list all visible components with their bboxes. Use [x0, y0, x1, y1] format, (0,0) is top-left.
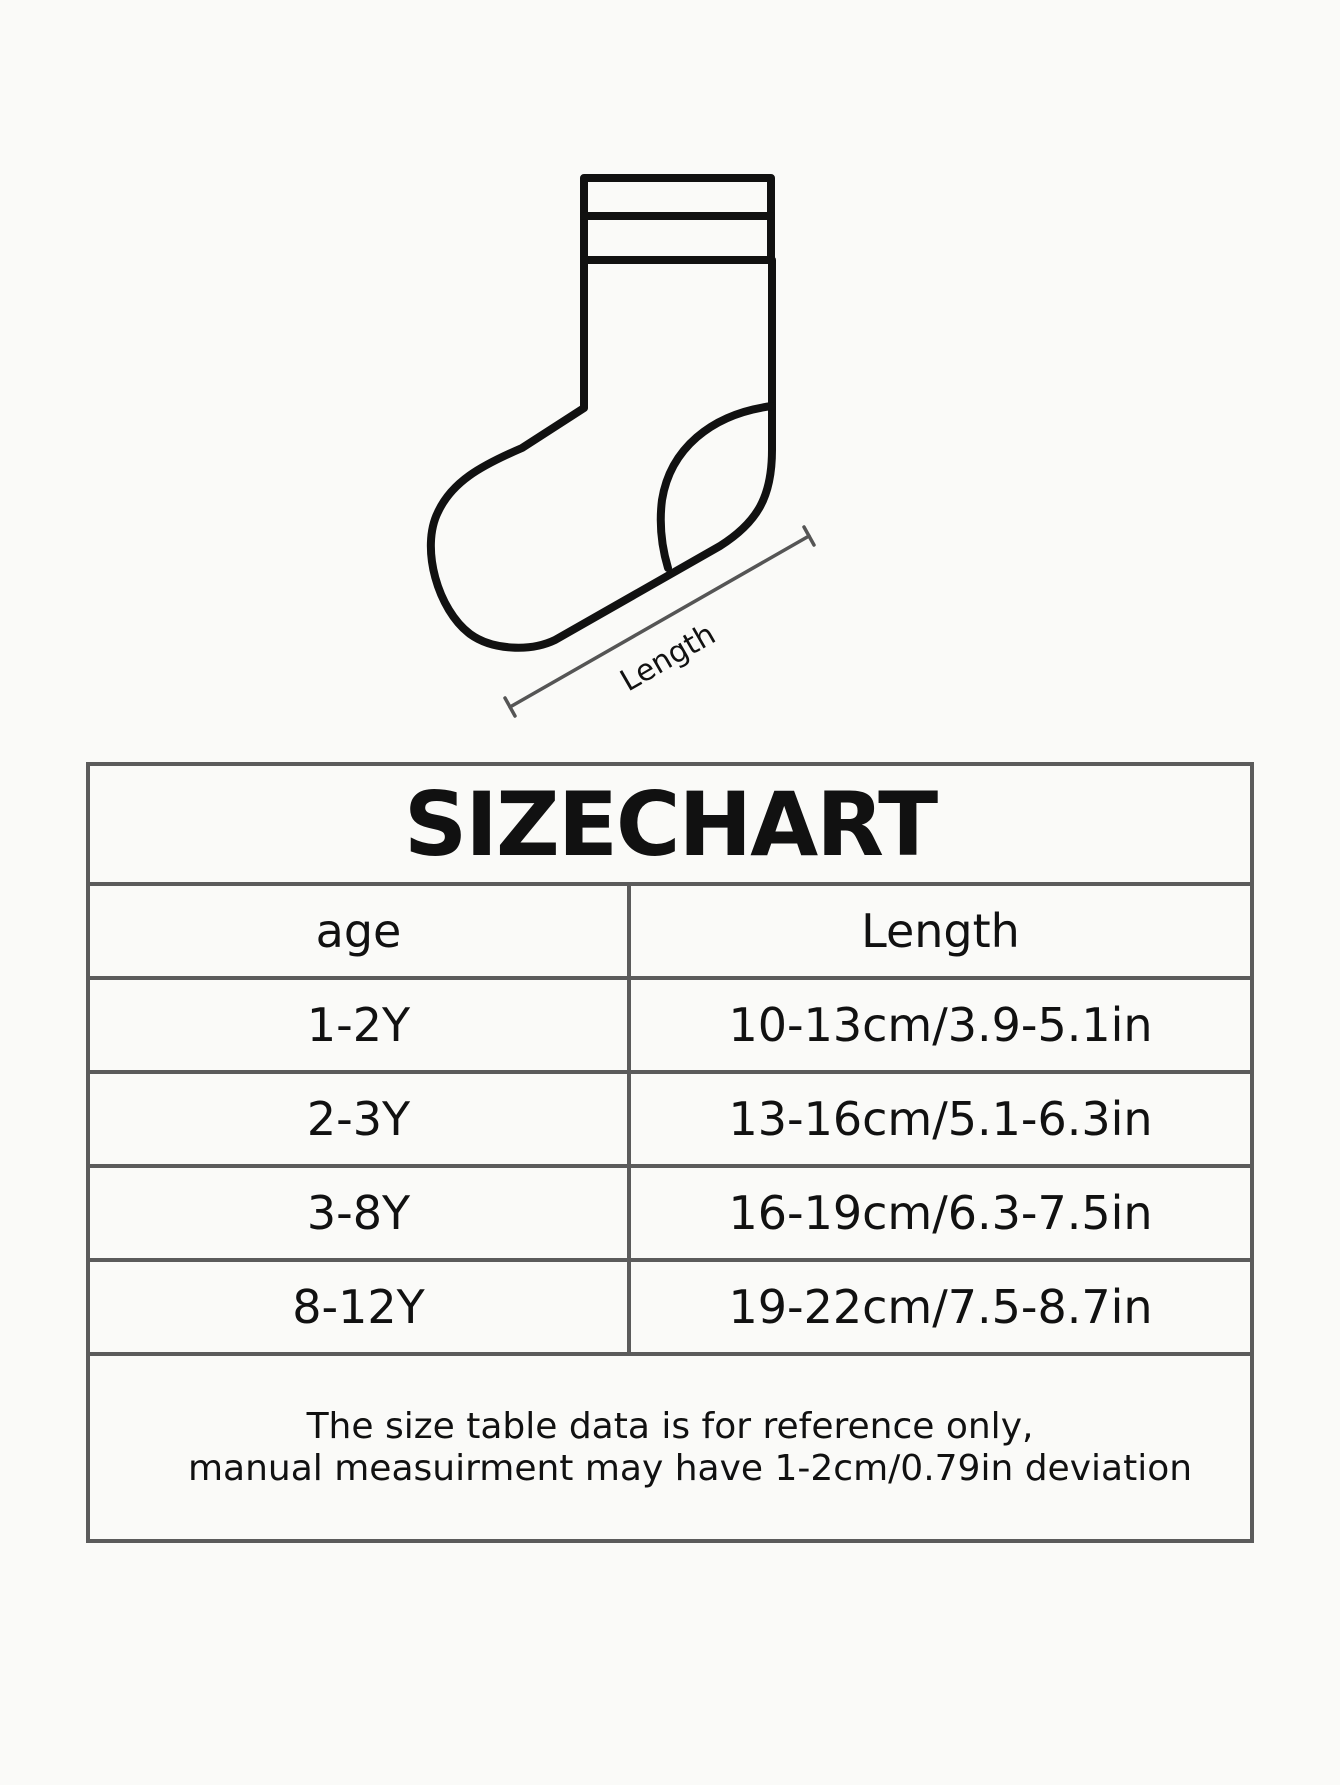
age-cell: 8-12Y [90, 1262, 631, 1352]
age-cell: 1-2Y [90, 980, 631, 1070]
length-measure-label: Length [614, 616, 722, 699]
size-chart-note [90, 1356, 1250, 1539]
table-row [90, 1262, 1250, 1356]
table-row [90, 1168, 1250, 1262]
length-cell: 19-22cm/7.5-8.7in [728, 1280, 1153, 1334]
length-measure-line [505, 527, 814, 716]
size-chart-grid [90, 886, 1250, 1356]
size-chart-table [86, 762, 1254, 1543]
size-chart-title: SIZECHART [90, 766, 1250, 886]
table-row [90, 1074, 1250, 1168]
table-row [90, 980, 1250, 1074]
note-line-1: The size table data is for reference only, [306, 1405, 1034, 1447]
sock-illustration [0, 0, 1340, 760]
table-header-row [90, 886, 1250, 980]
length-cell: 16-19cm/6.3-7.5in [728, 1186, 1153, 1240]
length-column-header: Length [861, 904, 1020, 958]
length-cell: 10-13cm/3.9-5.1in [728, 998, 1153, 1052]
age-column-header: age [90, 886, 631, 976]
sock-outline-icon [431, 178, 772, 648]
sock-body [431, 260, 772, 648]
length-cell: 13-16cm/5.1-6.3in [728, 1092, 1153, 1146]
age-cell: 3-8Y [90, 1168, 631, 1258]
note-line-2: manual measuirment may have 1-2cm/0.79in deviation [187, 1447, 1193, 1489]
age-cell: 2-3Y [90, 1074, 631, 1164]
